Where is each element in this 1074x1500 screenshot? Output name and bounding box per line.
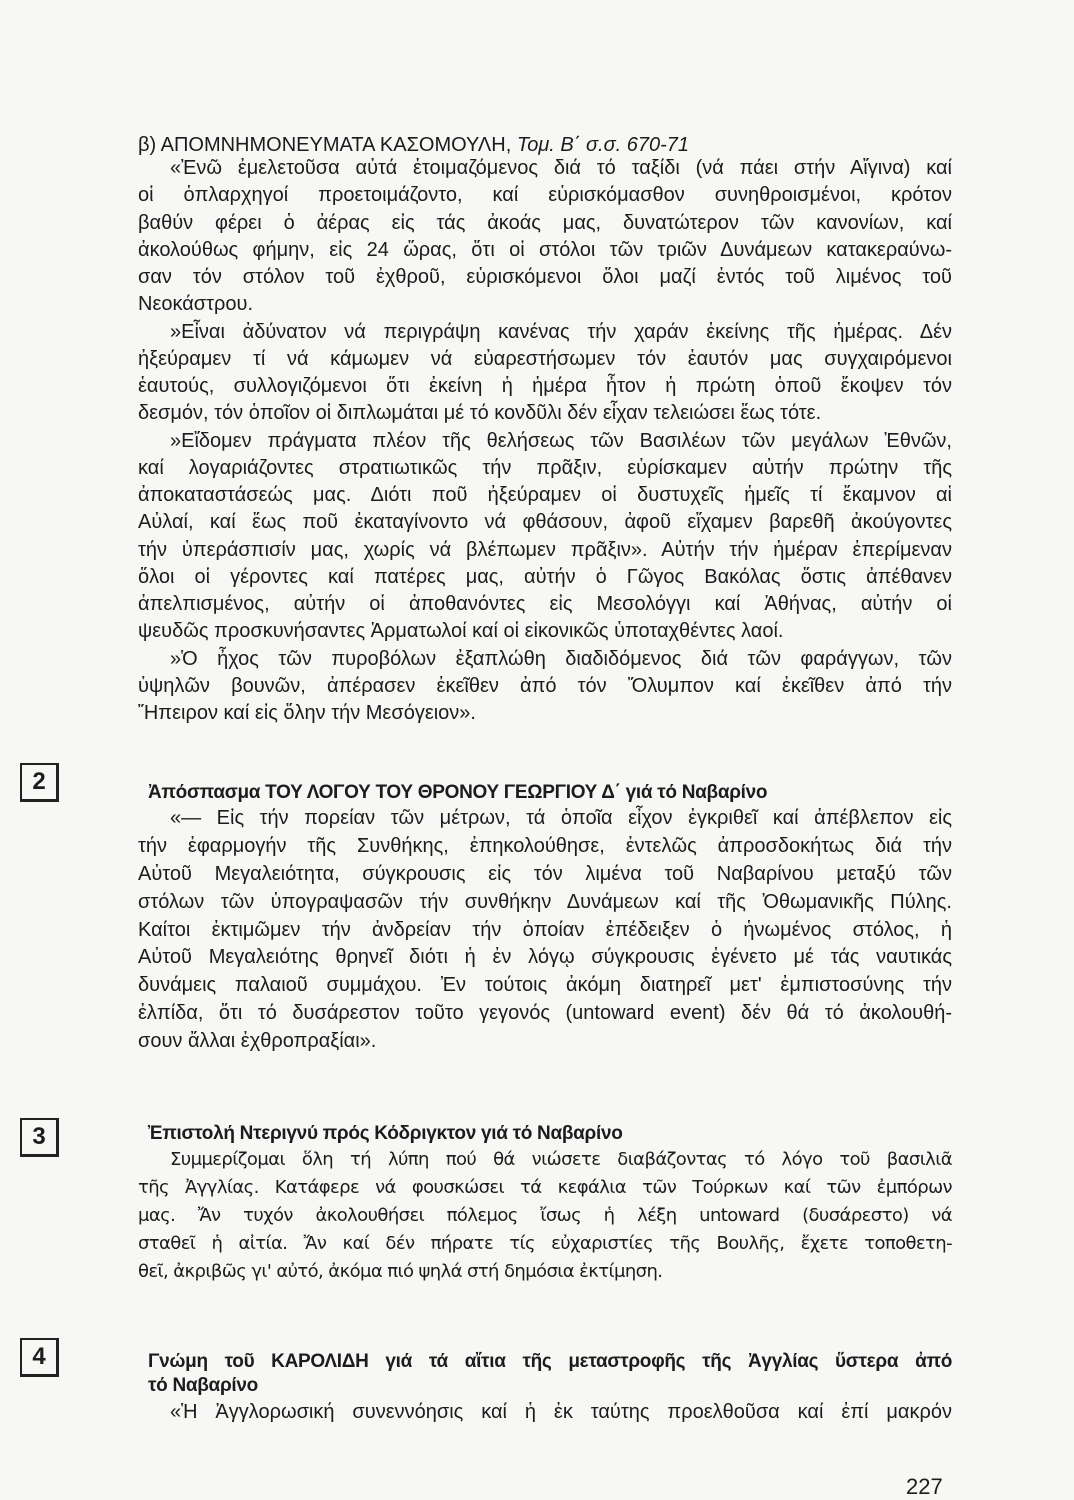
text-line: »Εἴδομεν πράγματα πλέον τῆς θελήσεως τῶν Βασιλέων τῶν μεγάλων Ἐθνῶν, [170, 429, 952, 452]
text-line: Αὐτοῦ Μεγαλειότητα, σύγκρουσις εἰς τόν λιμένα τοῦ Ναβαρίνου μεταξύ τῶν [138, 862, 952, 885]
text-line: ἠξεύραμεν τί νά κάμωμεν νά εὐαρεστήσωμεν τόν ἑαυτόν μας συγχαιρόμενοι [138, 347, 952, 370]
section-3-body [138, 1146, 952, 1286]
text-line: ὅλοι οἱ γέροντες καί πατέρες μας, αὐτήν ὁ Γῶγος Βακόλας ὅστις ἀπέθανεν [138, 565, 952, 588]
text-line: ἀποκαταστάσεώς μας. Διότι ποῦ ἠξεύραμεν οἱ δυστυχεῖς ἡμεῖς τί ἔκαμνον αἱ [138, 484, 952, 506]
text-line: ἀπελπισμένος, αὐτήν οἱ ἀποθανόντες εἰς Μεσολόγγι καί Ἀθήνας, αὐτήν οἱ [138, 593, 952, 615]
text-line: «— Εἰς τήν πορείαν τῶν μέτρων, τά ὁποῖα εἶχον ἐγκριθεῖ καί ἀπέβλεπον εἰς [170, 807, 952, 829]
text-line: ὑψηλῶν βουνῶν, ἀπέρασεν ἐκεῖθεν ἀπό τόν Ὄλυμπον καί ἐκεῖθεν ἀπό τήν [138, 674, 952, 697]
text-line: καί λογαριάζοντες στρατιωτικῶς τήν πρᾶξιν, εὑρίσκαμεν αὐτήν πρώτην τῆς [138, 456, 952, 479]
section-4-heading-line-1: Γνώμη τοῦ ΚΑΡΟΛΙΔΗ γιά τά αἴτια τῆς μεταστροφῆς τῆς Ἀγγλίας ὕστερα ἀπό [148, 1351, 952, 1372]
text-line: τήν ἐφαρμογήν τῆς Συνθήκης, ἐπηκολούθησε, ἐντελῶς ἀπροσδοκήτως διά τήν [138, 834, 952, 857]
page-number: 227 [906, 1474, 943, 1499]
title-main: β) ΑΠΟΜΝΗΜΟΝΕΥΜΑΤΑ ΚΑΣΟΜΟΥΛΗ, [138, 134, 517, 156]
text-line: σταθεῖ ἡ αἰτία. Ἄν καί δέν πήρατε τίς εὐχαριστίες τῆς Βουλῆς, ἔχετε τοποθετη- [138, 1233, 952, 1254]
section-4-body [138, 1398, 952, 1426]
text-line: «Ἐνῶ ἐμελετοῦσα αὐτά ἑτοιμαζόμενος διά τό ταξίδι (νά πάει στήν Αἴγινα) καί [170, 157, 952, 179]
text-line: Καίτοι ἐκτιμῶμεν τήν ἀνδρείαν τήν ὁποίαν ἐπέδειξεν ὁ ἡνωμένος στόλος, ἡ [138, 918, 952, 941]
section-2-body [138, 805, 952, 1056]
text-line: οἱ ὁπλαρχηγοί προετοιμάζοντο, καί εὑρισκόμασθον συνηθροισμένοι, κρότον [138, 184, 952, 207]
section-number-box-4: 4 [20, 1338, 59, 1377]
text-line: δεσμόν, τόν ὁποῖον οἱ διπλωμάται μέ τό κονδῦλι δέν εἶχαν τελειώσει ἕως τότε. [138, 402, 822, 425]
text-line: τήν ὑπεράσπισίν μας, χωρίς νά βλέπωμεν πρᾶξιν». Αὐτήν τήν ἡμέραν ἐπερίμεναν [138, 538, 952, 561]
section-1-body [138, 155, 952, 727]
text-line: »Ὁ ἦχος τῶν πυροβόλων ἐξαπλώθη διαδιδόμενος διά τῶν φαράγγων, τῶν [170, 647, 952, 670]
title-reference: Τομ. Β΄ σ.σ. 670-71 [516, 134, 690, 156]
text-line: «Ἡ Ἀγγλορωσική συνεννόησις καί ἡ ἐκ ταύτης προελθοῦσα καί ἐπί μακρόν [170, 1401, 952, 1423]
text-line: στόλων τῶν ὑπογραψασῶν τήν συνθήκην Δυνάμεων καί τῆς Ὀθωμανικῆς Πύλης. [138, 890, 952, 913]
section-number-box-2: 2 [20, 763, 59, 802]
section-3-heading: Ἐπιστολή Ντεριγνύ πρός Κόδριγκτον γιά τό Ναβαρίνο [148, 1123, 623, 1144]
text-line: Αὐλαί, καί ἕως ποῦ ἐκαταγίνοντο νά φθάσουν, ἀφοῦ εἴχαμεν βαρεθῆ ἀκούγοντες [138, 511, 952, 534]
section-number-box-3: 3 [20, 1118, 59, 1157]
text-line: Ἤπειρον καί εἰς ὅλην τήν Μεσόγειον». [138, 702, 476, 724]
text-line: θεῖ, ἀκριβῶς γι' αὐτό, ἀκόμα πιό ψηλά στή δημόσια ἐκτίμηση. [138, 1261, 663, 1282]
text-line: βαθύν φέρει ὁ ἀέρας εἰς τάς ἀκοάς μας, δυνατώτερον τῶν κανονίων, καί [138, 211, 952, 234]
text-line: »Εἶναι ἀδύνατον νά περιγράψη κανένας τήν χαράν ἐκείνης τῆς ἡμέρας. Δέν [170, 320, 952, 343]
text-line: μας. Ἄν τυχόν ἀκολουθήσει πόλεμος ἴσως ἡ λέξη untoward (δυσάρεστο) νά [138, 1205, 952, 1226]
text-line: ἐλπίδα, ὅτι τό δυσάρεστον τοῦτο γεγονός (untoward event) δέν θά τό ἀκολουθή- [138, 1002, 952, 1025]
section-4-heading-line-2: τό Ναβαρίνο [148, 1375, 258, 1396]
text-line: ἑαυτούς, συλλογιζόμενοι ὅτι ἐκείνη ἡ ἡμέρα ἦτον ἡ πρώτη ὁποῦ ἔκοψεν τόν [138, 375, 952, 397]
text-line: Νεοκάστρου. [138, 293, 254, 316]
text-line: Συμμερίζομαι ὅλη τή λύπη πού θά νιώσετε διαβάζοντας τό λόγο τοῦ βασιλιᾶ [170, 1149, 952, 1170]
text-line: τῆς Ἀγγλίας. Κατάφερε νά φουσκώσει τά κεφάλια τῶν Τούρκων καί τῶν ἐμπόρων [138, 1177, 952, 1198]
section-2-heading: Ἀπόσπασμα ΤΟΥ ΛΟΓΟΥ ΤΟΥ ΘΡΟΝΟΥ ΓΕΩΡΓΙΟΥ Δ΄ γιά τό Ναβαρίνο [148, 782, 768, 803]
text-line: σαν τόν στόλον τοῦ ἐχθροῦ, εὑρισκόμενοι ὅλοι μαζί ἐντός τοῦ λιμένος τοῦ [138, 266, 952, 288]
text-line: Αὐτοῦ Μεγαλειότης θρηνεῖ διότι ἡ ἐν λόγῳ σύγκρουσις ἐγένετο μέ τάς ναυτικάς [138, 946, 952, 969]
text-line: ψευδῶς προσκυνήσαντες Ἁρματωλοί καί οἱ εἰκονικῶς ὑποταχθέντες λαοί. [138, 620, 784, 643]
text-line: ἀκολούθως φήμην, εἰς 24 ὥρας, ὅτι οἱ στόλοι τῶν τριῶν Δυνάμεων κατακεραύνω- [138, 238, 952, 261]
text-line: δυνάμεις παλαιοῦ συμμάχου. Ἐν τούτοις ἀκόμη διατηρεῖ μετ' ἐμπιστοσύνης τήν [138, 974, 952, 997]
text-line: σουν ἄλλαι ἐχθροπραξίαι». [138, 1030, 377, 1053]
